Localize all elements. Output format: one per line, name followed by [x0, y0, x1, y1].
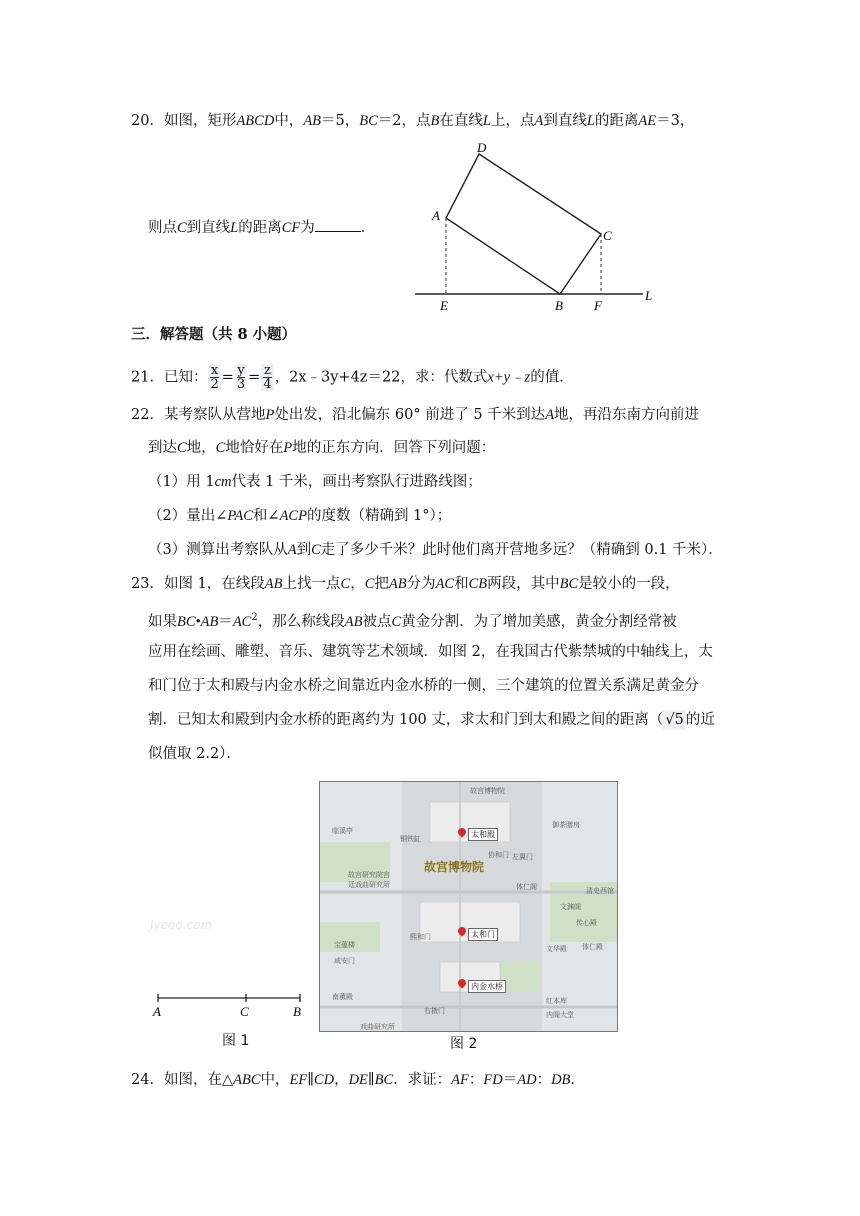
- label-d: D: [477, 140, 487, 155]
- var: AC: [435, 576, 455, 592]
- var: BC: [559, 576, 579, 592]
- var: PAC: [227, 508, 253, 524]
- map-label: 文渊阁: [560, 903, 581, 911]
- map-label: 御茶膳房: [552, 821, 580, 829]
- label-c: C: [603, 228, 612, 243]
- q22-sub1: [148, 472, 482, 492]
- rectangle-abcd: [446, 154, 601, 294]
- var: A: [534, 113, 544, 129]
- label-c: C: [240, 1004, 249, 1019]
- text: 两段，其中: [487, 576, 560, 592]
- label-f: F: [594, 298, 602, 313]
- var: C: [311, 542, 321, 558]
- map-label: 协和门: [488, 851, 509, 859]
- q21-line: [131, 364, 574, 391]
- map-label: 体仁殿: [582, 943, 603, 951]
- text: 上，点: [490, 113, 535, 129]
- q23-line4: 和门位于太和殿与内金水桥之间靠近内金水桥的一侧，三个建筑的位置关系满足黄金分: [148, 678, 699, 694]
- text: 如果: [148, 613, 177, 630]
- label-e: E: [440, 298, 448, 313]
- denominator: 2: [210, 377, 219, 392]
- label-b: B: [555, 298, 563, 313]
- map-label: 文华殿: [546, 945, 567, 953]
- var: C: [391, 613, 402, 630]
- var: AE: [638, 113, 657, 129]
- text: 20．如图，矩形: [131, 113, 237, 129]
- text: 为: [300, 220, 315, 236]
- superscript: 2: [251, 612, 258, 623]
- map-label: 故宫研究院宫: [348, 871, 390, 879]
- text: ＝: [218, 613, 233, 630]
- text: 22．某考察队从营地: [131, 407, 266, 423]
- map-label: 红本库: [546, 997, 567, 1005]
- map-label: 左翼门: [512, 853, 533, 861]
- map-label: 右掖门: [424, 1007, 445, 1015]
- text: ，2x﹣3y+4z＝22，求：代数式: [274, 369, 488, 386]
- map-label: 南薰殿: [332, 993, 353, 1001]
- text: =: [221, 369, 234, 386]
- var: cm: [214, 474, 232, 490]
- map-label: 传心殿: [576, 919, 597, 927]
- text: 21．已知：: [131, 369, 208, 386]
- q22-line1: [131, 405, 699, 425]
- map-label: 廷戏曲研究所: [348, 881, 390, 889]
- text: 把: [374, 576, 389, 592]
- denominator: 3: [236, 377, 246, 392]
- text: ＝: [502, 1072, 518, 1088]
- var: A: [545, 407, 555, 423]
- text: 上找一点: [282, 576, 341, 592]
- var: ABC: [233, 1072, 261, 1088]
- q22-sub3: [148, 540, 723, 560]
- fraction-y-3: [235, 364, 247, 391]
- text: 的值．: [530, 369, 574, 386]
- var: AB: [388, 576, 407, 592]
- text: 则点: [148, 220, 177, 236]
- watermark: Jyeoo.com: [150, 918, 213, 932]
- var: C: [340, 576, 351, 592]
- label-b: B: [293, 1004, 301, 1019]
- map-label: 内阁大堂: [546, 1011, 574, 1019]
- var: CB: [468, 576, 488, 592]
- var: AB: [264, 576, 283, 592]
- q23-line1: [131, 574, 680, 594]
- figure-1-caption: 图 1: [222, 1033, 250, 1049]
- section-heading: 三．解答题（共 8 小题）: [131, 326, 297, 343]
- var: L: [230, 220, 239, 236]
- text: 地，再沿东南方向前进: [554, 407, 700, 423]
- q22-line2: [148, 438, 495, 458]
- hall-label-neijinshuiqiao: 内金水桥: [468, 980, 506, 993]
- text: 的距离: [238, 220, 282, 236]
- text: 的近: [685, 712, 715, 728]
- var: A: [287, 542, 297, 558]
- map-label: 故宫博物院: [470, 787, 505, 795]
- q23-line5: [148, 710, 715, 730]
- text: ，那么称线段: [257, 613, 345, 630]
- text: 地恰好在: [225, 440, 284, 456]
- var: AD: [517, 1072, 537, 1088]
- text: ＝2，点: [377, 113, 431, 129]
- q20-line1: [131, 111, 694, 131]
- text: ∥: [367, 1072, 375, 1088]
- map-label: 清史西馆: [586, 887, 614, 895]
- text: （1）用 1: [148, 474, 215, 490]
- text: 地的正东方向．回答下列问题：: [292, 440, 496, 456]
- text: 到直线: [543, 113, 587, 129]
- var: C: [215, 440, 226, 456]
- text: 在直线: [439, 113, 483, 129]
- map-label: 铜铁缸: [400, 835, 421, 843]
- var: AB: [303, 113, 322, 129]
- var: FD: [483, 1072, 503, 1088]
- text: 割．已知太和殿到内金水桥的距离约为 100 丈，求太和门到太和殿之间的距离（: [148, 712, 664, 728]
- rectangle-figure: [405, 138, 675, 318]
- var: ACP: [279, 508, 307, 524]
- var: DE: [348, 1072, 368, 1088]
- var: L: [482, 113, 491, 129]
- var: CD: [313, 1072, 335, 1088]
- map-label: 熙和门: [410, 933, 431, 941]
- text: 和: [454, 576, 469, 592]
- text: ，: [334, 1072, 349, 1088]
- text: 中，: [260, 1072, 290, 1088]
- var: x+y﹣z: [487, 369, 531, 386]
- var: C: [364, 576, 375, 592]
- var: CF: [281, 220, 301, 236]
- text: 是较小的一段，: [578, 576, 680, 592]
- text: ＝3，: [656, 113, 695, 129]
- q20-line2: [148, 217, 375, 238]
- numerator: x: [210, 363, 219, 378]
- q23-line2: [148, 608, 677, 632]
- text: ：: [468, 1072, 484, 1088]
- var: ABCD: [236, 113, 275, 129]
- q22-sub2: [148, 506, 451, 526]
- text: 中，: [274, 113, 304, 129]
- hall-label-taihedian: 太和殿: [468, 828, 498, 841]
- var: AC: [232, 613, 252, 630]
- var: AF: [451, 1072, 469, 1088]
- text: ．: [360, 220, 376, 236]
- text: 地，: [186, 440, 216, 456]
- denominator: 4: [263, 377, 272, 392]
- answer-blank[interactable]: [315, 217, 361, 232]
- var: C: [177, 440, 187, 456]
- text: 24．如图，在△: [131, 1072, 234, 1088]
- q23-line3: 应用在绘画、雕塑、音乐、建筑等艺术领域．如图 2，在我国古代紫禁城的中轴线上，太: [148, 644, 713, 660]
- text: 23．如图 1，在线段: [131, 576, 265, 592]
- text: ，: [350, 576, 365, 592]
- label-l: L: [645, 288, 653, 303]
- var: B: [430, 113, 440, 129]
- var: DB: [551, 1072, 571, 1088]
- text: 的度数（精确到 1°）；: [306, 508, 452, 524]
- var: P: [265, 407, 275, 423]
- var: L: [586, 113, 595, 129]
- fraction-x-2: [208, 364, 220, 391]
- q24-line: [131, 1070, 585, 1090]
- text: ．求证：: [393, 1072, 452, 1088]
- text: 到: [296, 542, 312, 558]
- var: AB: [344, 613, 363, 630]
- text: 分为: [406, 576, 436, 592]
- text: ．: [570, 1072, 585, 1088]
- text: 代表 1 千米，画出考察队行进路线图；: [231, 474, 482, 490]
- text: 被点: [362, 613, 392, 630]
- map-label: 咸安门: [334, 957, 355, 965]
- text: =: [248, 369, 261, 386]
- text: 和∠: [252, 508, 280, 524]
- text: 到达: [148, 440, 177, 456]
- text: （3）测算出考察队从: [148, 542, 288, 558]
- text: ＝5，: [321, 113, 360, 129]
- sqrt-5: √5: [665, 712, 684, 728]
- map-title: 故宫博物院: [424, 860, 485, 874]
- forbidden-city-map: [319, 781, 618, 1032]
- map-label: 体仁阁: [516, 883, 537, 891]
- numerator: y: [237, 363, 245, 378]
- var: C: [177, 220, 187, 236]
- var: BC: [374, 1072, 394, 1088]
- hall-label-taihemen: 太和门: [468, 928, 498, 941]
- fraction-z-4: [261, 364, 273, 391]
- map-label: 戏曲研究所: [360, 1023, 395, 1031]
- text: 处出发，沿北偏东 60° 前进了 5 千米到达: [274, 407, 546, 423]
- text: ∥: [307, 1072, 314, 1088]
- text: ：: [536, 1072, 552, 1088]
- map-label: 宝蕴楼: [334, 941, 355, 949]
- text: 黄金分割．为了增加美感，黄金分割经常被: [401, 613, 677, 630]
- map-label: 临溪亭: [332, 827, 353, 835]
- text: 到直线: [186, 220, 231, 236]
- var: EF: [289, 1072, 308, 1088]
- figure-2-caption: 图 2: [450, 1036, 478, 1052]
- label-a: A: [432, 208, 440, 223]
- var: P: [283, 440, 293, 456]
- text: 走了多少千米？此时他们离开营地多远？（精确到 0.1 千米）．: [320, 542, 723, 558]
- var: BC: [359, 113, 378, 129]
- q23-line6: 似值取 2.2）．: [148, 746, 241, 762]
- label-a: A: [153, 1004, 161, 1019]
- text: 的距离: [594, 113, 639, 129]
- text: （2）量出∠: [148, 508, 228, 524]
- numerator: z: [264, 363, 271, 378]
- figure-1-segment: [150, 990, 310, 1020]
- var: BC•AB: [177, 613, 219, 630]
